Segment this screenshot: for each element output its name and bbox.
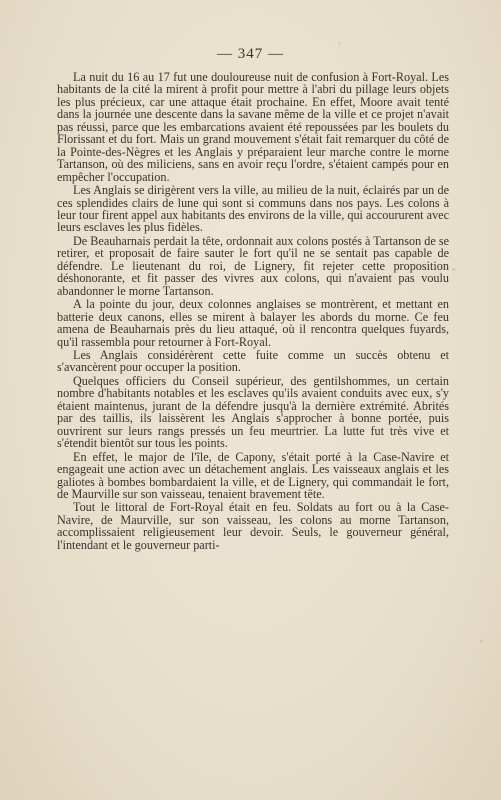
paper-stain	[480, 640, 483, 643]
paragraph: Quelques officiers du Conseil supérieur, des gentilshommes, un certain nombre d'habitants notables et les esclaves qu'ils avaient conduits avec eux, s'y étaient maintenus, jurant de la défendre jusqu'à la dernière extrémité. Abrités par des taillis, ils laissèrent les Anglais s'approcher à bonne portée, puis ouvrirent sur leurs rangs pressés un feu meurtrier. La lutte fut très vive et s'étendit bientôt sur tous les points.	[57, 373, 449, 451]
paragraph: Les Anglais se dirigèrent vers la ville, au milieu de la nuit, éclairés par un de ces splendides clairs de lune qui sont si communs dans nos pays. Les colons à leur tour firent appel aux habitants des environs de la ville, qui accoururent avec leurs esclaves les plus fidèles.	[57, 183, 449, 235]
paragraph: En effet, le major de l'île, de Capony, s'était porté à la Case-Navire et engageait une action avec un détachement anglais. Les vaisseaux anglais et les galiotes à bombes bombardaient la ville, et de Lignery, qui commandait le fort, de Maurville sur son vaisseau, tenaient bravement tête.	[57, 449, 449, 501]
paragraph: Les Anglais considérèrent cette fuite comme un succès obtenu et s'avancèrent pour occuper la position.	[57, 347, 449, 375]
paper-stain	[452, 268, 456, 271]
paragraph: De Beauharnais perdait la tête, ordonnait aux colons postés à Tartanson de se retirer, et proposait de faire sauter le fort qu'il ne se sentait pas capable de défendre. Le lieutenant du roi, de Lignery, fit rejeter cette proposition déshonorante, et fit passer des vivres aux colons, qui n'avaient pas voulu abandonner le morne Tartanson.	[57, 233, 449, 298]
paragraph: La nuit du 16 au 17 fut une douloureuse nuit de confusion à Fort-Royal. Les habitants de la cité la mirent à profit pour mettre à l'abri du pillage leurs objets les plus précieux, car une attaque était prochaine. En effet, Moore avait tenté dans la journée une descente dans la savane même de la ville et ce projet n'avait pas réussi, parce que les embarcations avaient été repoussées par les boulets du Florissant et du fort. Mais un grand mouvement s'était fait remarquer du côté de la Pointe-des-Nègres et les Anglais y préparaient leur marche contre le morne Tartanson, où des miliciens, sans en avoir reçu l'ordre, s'étaient campés pour en empêcher l'occupation.	[57, 70, 449, 184]
paper-stain	[338, 42, 341, 45]
paragraph: Tout le littoral de Fort-Royal était en feu. Soldats au fort ou à la Case-Navire, de Maurville, sur son vaisseau, les colons au morne Tartanson, accomplissaient religieusement leur devoir. Seuls, le gouverneur général, l'intendant et le gouverneur parti-	[57, 500, 449, 552]
paragraph: A la pointe du jour, deux colonnes anglaises se montrèrent, et mettant en batterie deux canons, elles se mirent à balayer les abords du morne. Ce feu amena de Beauharnais près du lieu attaqué, où il rencontra quelques fuyards, qu'il rassembla pour retourner à Fort-Royal.	[57, 297, 449, 349]
page-number: — 347 —	[217, 46, 284, 62]
body-text	[57, 71, 449, 551]
